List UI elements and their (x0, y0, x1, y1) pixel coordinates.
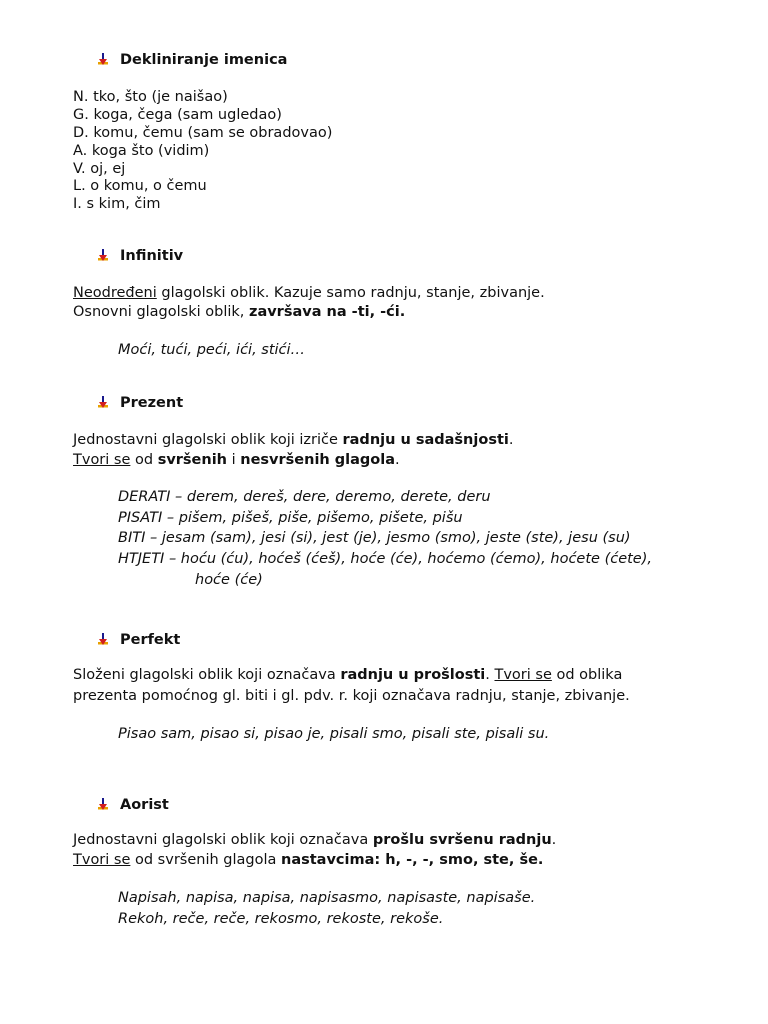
example-line: Pisao sam, pisao si, pisao je, pisali smo, pisali ste, pisali su. (118, 726, 550, 742)
case-line: V. oj, ej (73, 161, 126, 177)
example-line: DERATI – derem, dereš, dere, deremo, derete, deru (118, 489, 491, 505)
example-line: PISATI – pišem, pišeš, piše, pišemo, pišete, pišu (118, 510, 463, 526)
text-run: od oblika (551, 667, 623, 683)
bold-text: nesvršenih glagola (240, 452, 396, 468)
heading-deklinacija (95, 50, 287, 70)
example-line: Moći, tući, peći, ići, stići… (118, 342, 306, 358)
case-line: A. koga što (vidim) (73, 143, 210, 159)
underlined-term: Tvori se (73, 852, 131, 868)
bold-text: završava na -ti, -ći. (249, 304, 406, 320)
paragraph-line (73, 431, 513, 449)
example-line: Napisah, napisa, napisa, napisasmo, napisaste, napisaše. (118, 890, 536, 906)
paragraph-line (73, 451, 400, 469)
case-line: D. komu, čemu (sam se obradovao) (73, 125, 333, 141)
text-run: Jednostavni glagolski oblik koji izriče (73, 432, 343, 448)
text-run: Složeni glagolski oblik koji označava (73, 667, 341, 683)
example-line: Rekoh, reče, reče, rekosmo, rekoste, rekoše. (118, 911, 444, 927)
example-line: hoće (će) (195, 572, 263, 588)
bold-text: radnju u sadašnjosti (342, 432, 509, 448)
text-run: . (508, 432, 514, 448)
case-line: I. s kim, čim (73, 196, 161, 212)
paragraph-line (73, 831, 556, 849)
bold-text: nastavcima: h, -, -, smo, ste, še. (281, 852, 544, 868)
bold-text: svršenih (157, 452, 228, 468)
example-line: BITI – jesam (sam), jesi (si), jest (je), jesmo (smo), jeste (ste), jesu (su) (118, 530, 631, 546)
arrow-down-bullet-icon (95, 248, 111, 264)
text-run: i (227, 452, 241, 468)
text-run: od svršenih glagola (130, 852, 281, 868)
arrow-down-bullet-icon (95, 632, 111, 648)
heading-title: Aorist (120, 797, 169, 813)
heading-aorist (95, 795, 169, 815)
case-line: G. koga, čega (sam ugledao) (73, 107, 282, 123)
heading-perfekt (95, 630, 180, 650)
arrow-down-bullet-icon (95, 52, 111, 68)
paragraph-line (73, 284, 545, 302)
text-run: . (551, 832, 557, 848)
heading-title: Perfekt (120, 632, 181, 648)
paragraph-line (73, 851, 543, 869)
heading-title: Prezent (120, 395, 184, 411)
text-run: . (485, 667, 495, 683)
text-run: od (130, 452, 158, 468)
text-run: Osnovni glagolski oblik, (73, 304, 249, 320)
paragraph-line (73, 666, 622, 684)
bold-text: prošlu svršenu radnju (372, 832, 552, 848)
heading-title: Infinitiv (120, 248, 184, 264)
text-run: glagolski oblik. Kazuje samo radnju, stanje, zbivanje. (156, 285, 545, 301)
bold-text: radnju u prošlosti (340, 667, 486, 683)
case-line: L. o komu, o čemu (73, 178, 207, 194)
heading-infinitiv (95, 246, 183, 266)
heading-title: Dekliniranje imenica (120, 52, 288, 68)
text-run: Jednostavni glagolski oblik koji označava (73, 832, 373, 848)
underlined-term: Tvori se (73, 452, 131, 468)
underlined-term: Tvori se (494, 667, 552, 683)
text-run: . (395, 452, 400, 468)
underlined-term: Neodređeni (73, 285, 157, 301)
heading-prezent (95, 393, 183, 413)
case-line: N. tko, što (je naišao) (73, 89, 228, 105)
arrow-down-bullet-icon (95, 797, 111, 813)
paragraph-line: prezenta pomoćnog gl. biti i gl. pdv. r. koji označava radnju, stanje, zbivanje. (73, 688, 630, 704)
example-line: HTJETI – hoću (ću), hoćeš (ćeš), hoće (će), hoćemo (ćemo), hoćete (ćete), (118, 551, 652, 567)
paragraph-line (73, 303, 405, 321)
arrow-down-bullet-icon (95, 395, 111, 411)
